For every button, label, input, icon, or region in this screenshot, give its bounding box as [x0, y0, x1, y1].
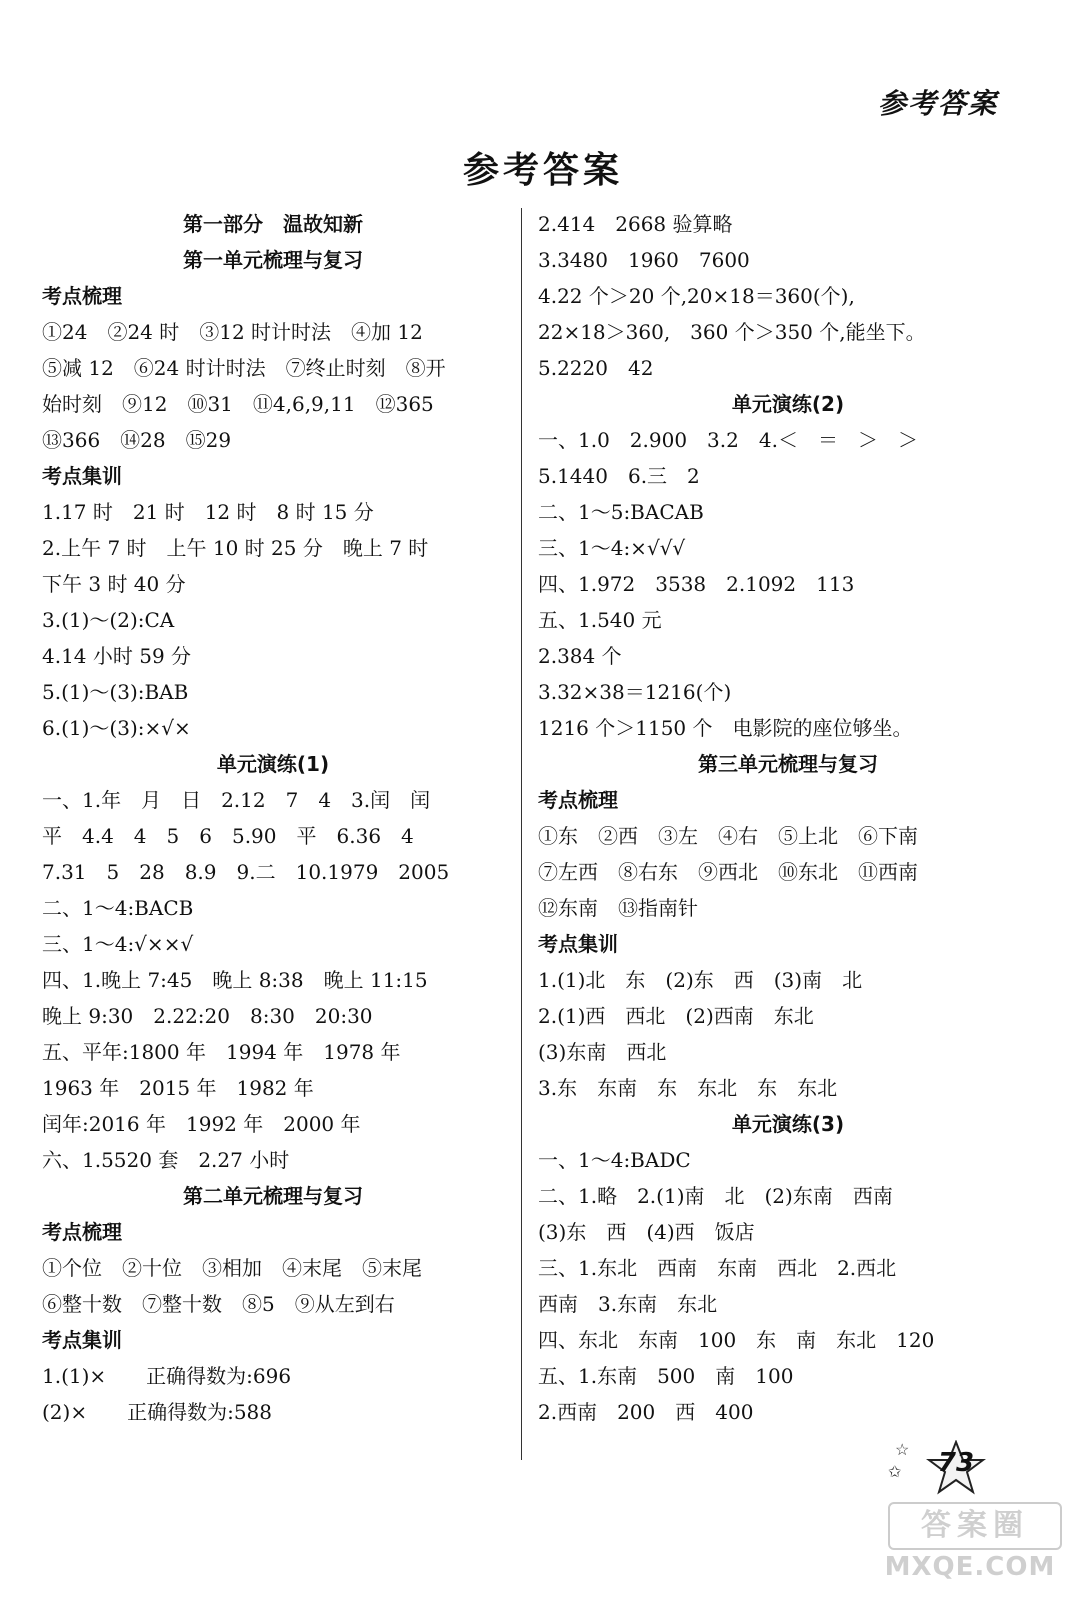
- answer-line: 五、1.东南 500 南 100: [538, 1364, 794, 1388]
- section-title: 第一部分 温故知新: [183, 212, 363, 236]
- answer-line: 二、1.略 2.(1)南 北 (2)东南 西南: [538, 1184, 893, 1208]
- answer-line: 5.1440 6.三 2: [538, 464, 700, 488]
- page-number: 73: [937, 1448, 975, 1478]
- answer-line: 3.3480 1960 7600: [538, 248, 750, 272]
- answer-line: 1.17 时 21 时 12 时 8 时 15 分: [42, 500, 374, 524]
- section-title: 第三单元梳理与复习: [698, 752, 878, 776]
- answer-line: ⑬366 ⑭28 ⑮29: [42, 428, 232, 452]
- answer-line: 三、1～4:×√√√: [538, 536, 686, 560]
- answer-line: 三、1.东北 西南 东南 西北 2.西北: [538, 1256, 897, 1280]
- section-title: 单元演练(3): [731, 1112, 845, 1136]
- subsection-heading: 考点梳理: [42, 1220, 122, 1244]
- answer-line: 下午 3 时 40 分: [42, 572, 186, 596]
- answer-line: 五、平年:1800 年 1994 年 1978 年: [42, 1040, 401, 1064]
- answer-line: (3)东 西 (4)西 饭店: [538, 1220, 755, 1244]
- answer-line: 四、1.972 3538 2.1092 113: [538, 572, 855, 596]
- answer-line: 1216 个＞1150 个 电影院的座位够坐。: [538, 716, 913, 740]
- answer-line: ①东 ②西 ③左 ④右 ⑤上北 ⑥下南: [538, 824, 918, 848]
- subsection-heading: 考点集训: [42, 464, 122, 488]
- left-answer-column: [42, 206, 504, 1430]
- answer-line: 1.(1)× 正确得数为:696: [42, 1364, 292, 1388]
- answer-line: 四、1.晚上 7:45 晚上 8:38 晚上 11:15: [42, 968, 428, 992]
- section-title: 第一单元梳理与复习: [183, 248, 363, 272]
- answer-line: ⑥整十数 ⑦整十数 ⑧5 ⑨从左到右: [42, 1292, 395, 1316]
- section-title: 第二单元梳理与复习: [183, 1184, 363, 1208]
- answer-line: ①24 ②24 时 ③12 时计时法 ④加 12: [42, 320, 423, 344]
- section-title: 单元演练(2): [731, 392, 845, 416]
- answer-line: ①个位 ②十位 ③相加 ④末尾 ⑤末尾: [42, 1256, 422, 1280]
- answer-line: 2.(1)西 西北 (2)西南 东北: [538, 1004, 814, 1028]
- answer-line: 3.东 东南 东 东北 东 东北: [538, 1076, 838, 1100]
- subsection-heading: 考点集训: [538, 932, 618, 956]
- answer-line: 3.32×38＝1216(个): [538, 680, 732, 704]
- answer-line: 2.西南 200 西 400: [538, 1400, 754, 1424]
- answer-line: 西南 3.东南 东北: [538, 1292, 718, 1316]
- answer-line: 闰年:2016 年 1992 年 2000 年: [42, 1112, 361, 1136]
- answer-line: 六、1.5520 套 2.27 小时: [42, 1148, 290, 1172]
- answer-line: 二、1～5:BACAB: [538, 500, 704, 524]
- answer-line: 始时刻 ⑨12 ⑩31 ⑪4,6,9,11 ⑫365: [42, 392, 434, 416]
- right-answer-column: [538, 206, 1038, 1430]
- answer-line: 平 4.4 4 5 6 5.90 平 6.36 4: [42, 824, 414, 848]
- watermark-logo: 答案圈: [888, 1502, 1062, 1550]
- answer-line: 3.(1)～(2):CA: [42, 608, 175, 632]
- answer-line: ⑤减 12 ⑥24 时计时法 ⑦终止时刻 ⑧开: [42, 356, 446, 380]
- answer-line: 一、1.年 月 日 2.12 7 4 3.闰 闰: [42, 788, 431, 812]
- answer-line: 2.上午 7 时 上午 10 时 25 分 晚上 7 时: [42, 536, 429, 560]
- answer-line: ⑦左西 ⑧右东 ⑨西北 ⑩东北 ⑪西南: [538, 860, 918, 884]
- answer-line: 1.(1)北 东 (2)东 西 (3)南 北: [538, 968, 863, 992]
- sparkle-star-icon: ☆: [895, 1440, 910, 1459]
- answer-line: 5.(1)～(3):BAB: [42, 680, 189, 704]
- answer-line: 4.14 小时 59 分: [42, 644, 192, 668]
- answer-line: 22×18＞360, 360 个＞350 个,能坐下。: [538, 320, 926, 344]
- section-title: 单元演练(1): [216, 752, 330, 776]
- answer-line: 2.414 2668 验算略: [538, 212, 733, 236]
- answer-line: 6.(1)～(3):×√×: [42, 716, 191, 740]
- answer-line: 晚上 9:30 2.22:20 8:30 20:30: [42, 1004, 373, 1028]
- watermark-url: MXQE.COM: [884, 1552, 1056, 1582]
- answer-line: 4.22 个＞20 个,20×18＝360(个),: [538, 284, 855, 308]
- page-title: 参考答案: [462, 150, 623, 191]
- column-divider: [521, 208, 522, 1460]
- page-number-badge: [925, 1440, 987, 1496]
- answer-line: (3)东南 西北: [538, 1040, 667, 1064]
- answer-line: 2.384 个: [538, 644, 622, 668]
- sparkle-star-icon: ✩: [888, 1462, 902, 1481]
- subsection-heading: 考点梳理: [538, 788, 618, 812]
- subsection-heading: 考点梳理: [42, 284, 122, 308]
- answer-line: 5.2220 42: [538, 356, 654, 380]
- answer-line: 一、1.0 2.900 3.2 4.＜ ＝ ＞ ＞: [538, 428, 918, 452]
- answer-line: 7.31 5 28 8.9 9.二 10.1979 2005: [42, 860, 450, 884]
- answer-line: 四、东北 东南 100 东 南 东北 120: [538, 1328, 935, 1352]
- answer-line: 二、1～4:BACB: [42, 896, 194, 920]
- corner-header-label: 参考答案: [877, 87, 998, 120]
- answer-line: 三、1～4:√××√: [42, 932, 194, 956]
- answer-line: 1963 年 2015 年 1982 年: [42, 1076, 314, 1100]
- answer-line: (2)× 正确得数为:588: [42, 1400, 272, 1424]
- answer-line: ⑫东南 ⑬指南针: [538, 896, 698, 920]
- answer-line: 一、1～4:BADC: [538, 1148, 691, 1172]
- subsection-heading: 考点集训: [42, 1328, 122, 1352]
- answer-line: 五、1.540 元: [538, 608, 662, 632]
